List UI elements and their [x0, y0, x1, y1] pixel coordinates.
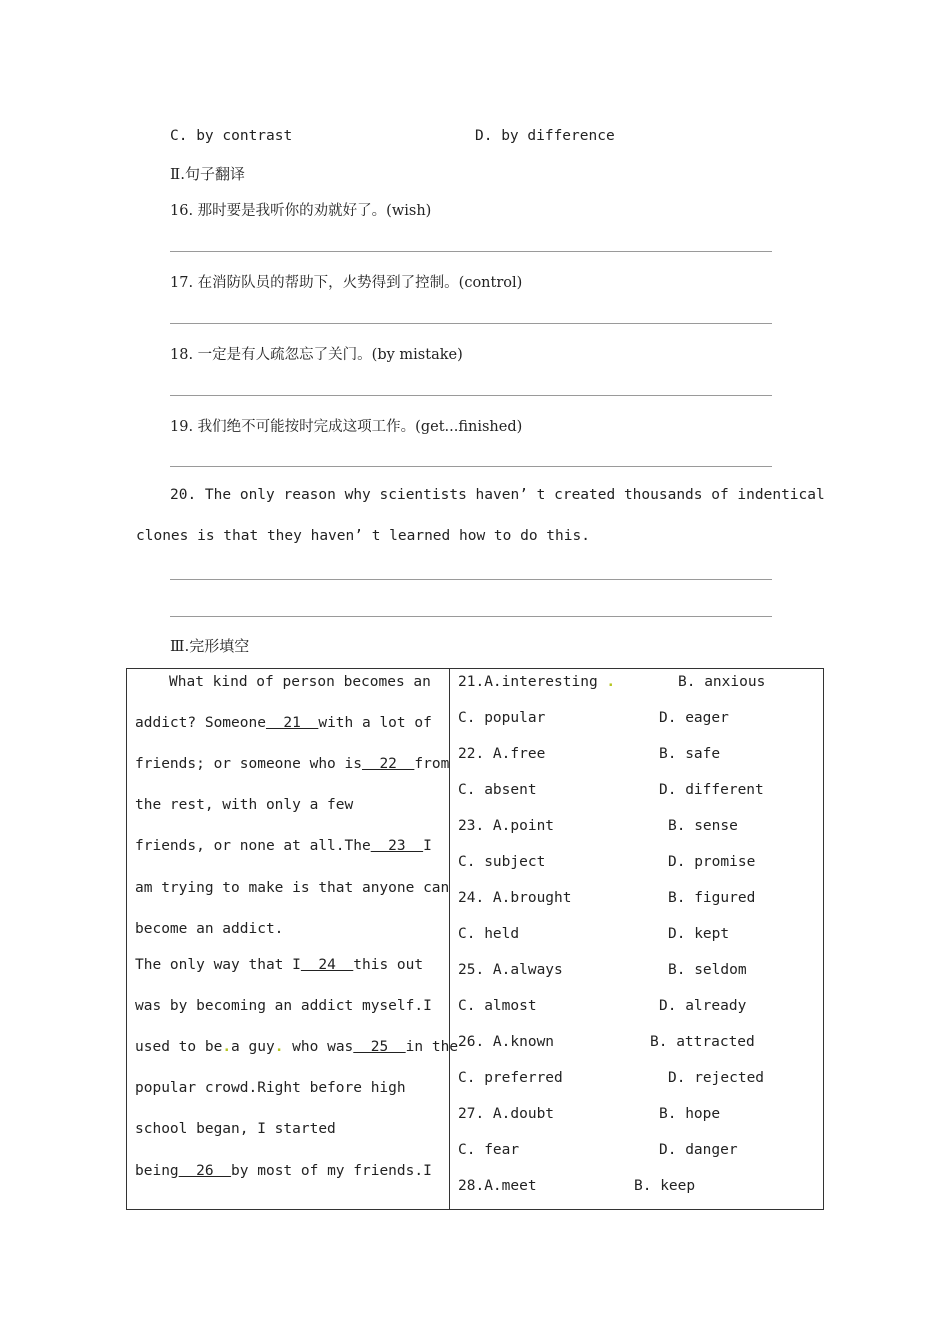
q15-option-c: C. by contrast	[170, 128, 293, 144]
answer-line-16[interactable]	[170, 251, 772, 252]
question-18: 18. 一定是有人疏忽忘了关门。(by mistake)	[170, 347, 463, 363]
question-20-line-1: 20. The only reason why scientists haven’ t created thousands of indentical	[170, 487, 825, 503]
option-23-d[interactable]: D. promise	[668, 854, 756, 870]
section-2-heading: Ⅱ.句子翻译	[170, 165, 245, 183]
passage-line: popular crowd.Right before high	[135, 1080, 406, 1096]
cloze-passage	[127, 669, 459, 1210]
dot-mark: .	[606, 674, 616, 690]
option-27-d[interactable]: D. danger	[659, 1142, 738, 1158]
passage-line: What kind of person becomes an	[169, 674, 431, 690]
option-26-d[interactable]: D. rejected	[668, 1070, 765, 1086]
option-21-c[interactable]: C. popular	[458, 710, 546, 726]
blank-22[interactable]: 22	[361, 756, 415, 772]
option-22-b[interactable]: B. safe	[659, 746, 721, 762]
option-21-a[interactable]: 21.A.interesting .	[458, 674, 616, 690]
option-27-a[interactable]: 27. A.doubt	[458, 1106, 555, 1122]
option-23-b[interactable]: B. sense	[668, 818, 738, 834]
passage-line: The only way that I 24 this out	[135, 957, 424, 973]
question-17: 17. 在消防队员的帮助下，火势得到了控制。(control)	[170, 275, 523, 291]
passage-line: am trying to make is that anyone can	[135, 880, 450, 896]
option-24-b[interactable]: B. figured	[668, 890, 756, 906]
option-25-d[interactable]: D. already	[659, 998, 747, 1014]
dot-mark: .	[222, 1039, 232, 1055]
blank-21[interactable]: 21	[265, 715, 319, 731]
option-28-b[interactable]: B. keep	[634, 1178, 696, 1194]
option-21-b[interactable]: B. anxious	[678, 674, 766, 690]
answer-line-20b[interactable]	[170, 616, 772, 617]
option-22-a[interactable]: 22. A.free	[458, 746, 546, 762]
blank-25[interactable]: 25	[353, 1039, 406, 1055]
passage-line: being 26 by most of my friends.I	[135, 1163, 432, 1179]
passage-line: the rest, with only a few	[135, 797, 354, 813]
passage-line: school began, I started	[135, 1121, 336, 1137]
answer-line-18[interactable]	[170, 395, 772, 396]
answer-line-20a[interactable]	[170, 579, 772, 580]
question-20-line-2: clones is that they haven’ t learned how to do this.	[136, 528, 590, 544]
option-26-c[interactable]: C. preferred	[458, 1070, 563, 1086]
option-22-d[interactable]: D. different	[659, 782, 764, 798]
option-27-c[interactable]: C. fear	[458, 1142, 520, 1158]
option-23-a[interactable]: 23. A.point	[458, 818, 555, 834]
cloze-options	[450, 669, 824, 1210]
question-19: 19. 我们绝不可能按时完成这项工作。(get...finished)	[170, 419, 523, 435]
option-23-c[interactable]: C. subject	[458, 854, 546, 870]
blank-26[interactable]: 26	[178, 1163, 232, 1179]
option-27-b[interactable]: B. hope	[659, 1106, 721, 1122]
option-28-a[interactable]: 28.A.meet	[458, 1178, 537, 1194]
blank-23[interactable]: 23	[370, 838, 424, 854]
passage-line: addict? Someone 21 with a lot of	[135, 715, 432, 731]
dot-mark: .	[274, 1039, 284, 1055]
answer-line-19[interactable]	[170, 466, 772, 467]
question-16: 16. 那时要是我听你的劝就好了。(wish)	[170, 203, 432, 219]
passage-line: was by becoming an addict myself.I	[135, 998, 432, 1014]
option-24-c[interactable]: C. held	[458, 926, 520, 942]
blank-24[interactable]: 24	[300, 957, 354, 973]
option-25-a[interactable]: 25. A.always	[458, 962, 563, 978]
q15-option-d: D. by difference	[475, 128, 615, 144]
option-25-b[interactable]: B. seldom	[668, 962, 747, 978]
option-26-a[interactable]: 26. A.known	[458, 1034, 555, 1050]
passage-line: used to be.a guy. who was 25 in the	[135, 1039, 459, 1055]
answer-line-17[interactable]	[170, 323, 772, 324]
section-3-heading: Ⅲ.完形填空	[170, 637, 250, 655]
option-25-c[interactable]: C. almost	[458, 998, 537, 1014]
passage-line: friends, or none at all.The 23 I	[135, 838, 432, 854]
option-24-d[interactable]: D. kept	[668, 926, 730, 942]
option-21-d[interactable]: D. eager	[659, 710, 729, 726]
option-22-c[interactable]: C. absent	[458, 782, 537, 798]
option-24-a[interactable]: 24. A.brought	[458, 890, 572, 906]
cloze-table	[126, 668, 824, 1210]
option-26-b[interactable]: B. attracted	[650, 1034, 755, 1050]
passage-line: friends; or someone who is 22 from	[135, 756, 450, 772]
passage-line: become an addict.	[135, 921, 284, 937]
